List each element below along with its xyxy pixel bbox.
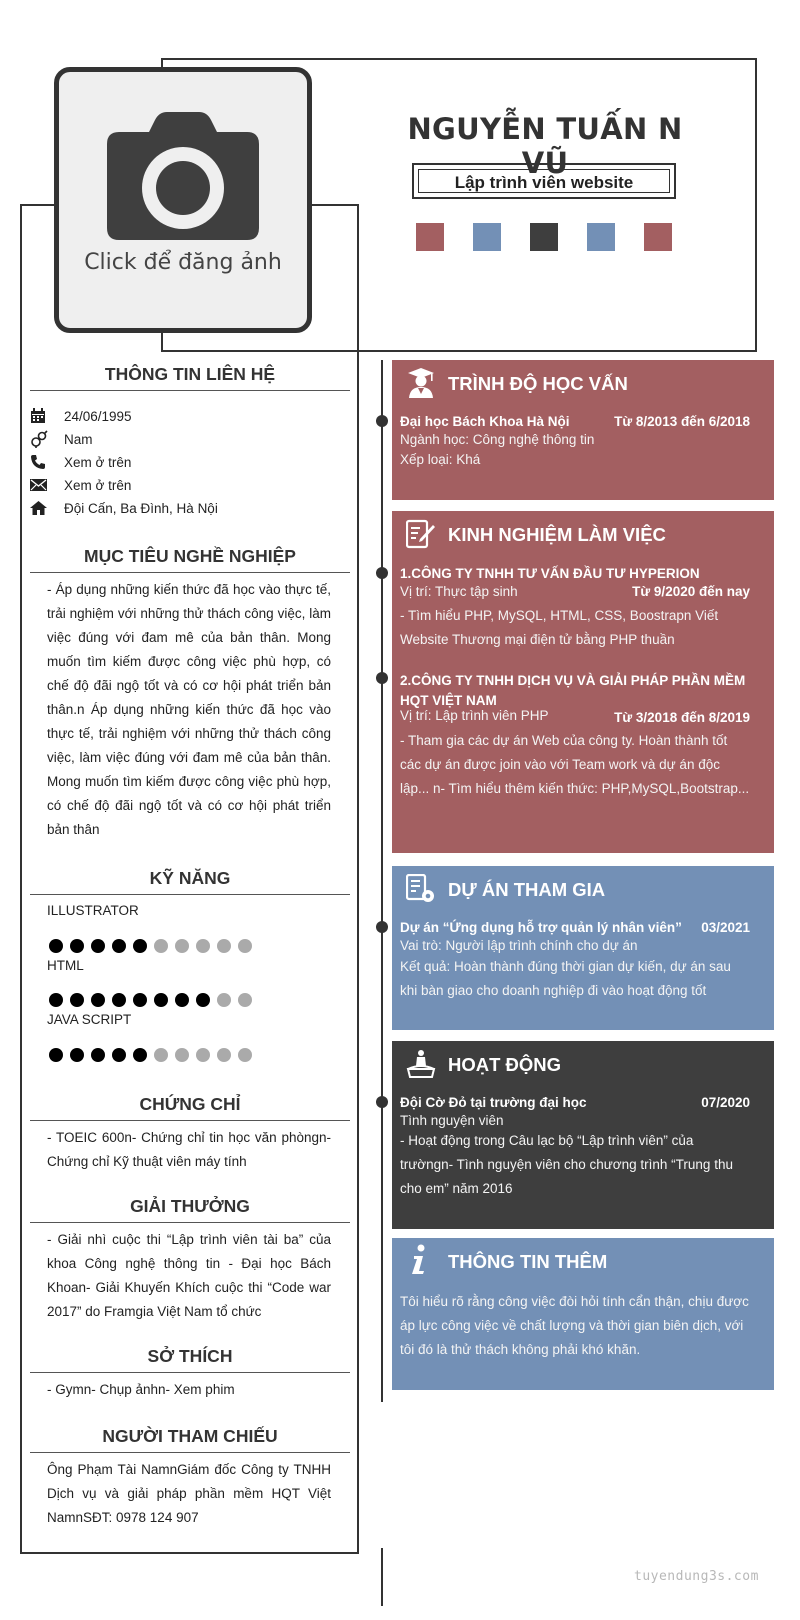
timeline-bullet [376, 1096, 388, 1108]
skill-dot-filled [196, 993, 210, 1007]
volunteer-icon [406, 1049, 436, 1084]
skill-dot-filled [133, 993, 147, 1007]
timeline-line [381, 1548, 383, 1606]
project-date: 03/2021 [701, 920, 750, 935]
school-name: Đại học Bách Khoa Hà Nội [400, 414, 570, 429]
project-settings-icon [406, 874, 436, 909]
activity-org: Đội Cờ Đỏ tại trường đại học [400, 1095, 587, 1110]
watermark: tuyendung3s.com [634, 1569, 759, 1584]
skill-dot-filled [91, 1048, 105, 1062]
certificates-title: CHỨNG CHỈ [30, 1094, 350, 1121]
hobbies-title: SỞ THÍCH [30, 1346, 350, 1373]
skill-dot-empty [175, 939, 189, 953]
references-text: Ông Phạm Tài NamnGiám đốc Công ty TNHH Dịch vụ và giải pháp phần mềm HQT Việt NamnSĐT: 0978 124 907 [47, 1462, 331, 1525]
skill-dot-filled [49, 1048, 63, 1062]
experience-block [392, 511, 774, 853]
objective-text: - Áp dụng những kiến thức đã học vào thực tế, trải nghiệm với những thử thách công việc, làm việc đúng với đam mê của bản thân. Mong muốn tìm kiếm được công việc phù hợp, có chế độ đãi ngộ tốt và có cơ hội phát triển bản thân.n Áp dụng những kiến thức đã học vào thực tế, trải nghiệm với những thử thách công việc, làm việc đúng với đam mê của bản thân. Mong muốn tìm kiếm được công việc phù hợp, có chế độ đãi ngộ tốt và có cơ hội phát triển bản thân [47, 582, 331, 837]
skill-dot-empty [217, 993, 231, 1007]
skill-dot-filled [70, 1048, 84, 1062]
skill-dot-empty [238, 939, 252, 953]
phone-icon [30, 454, 64, 470]
skill-dot-filled [49, 993, 63, 1007]
skill-dot-filled [175, 993, 189, 1007]
color-swatch[interactable] [644, 223, 672, 251]
education-title: TRÌNH ĐỘ HỌC VẤN [448, 373, 628, 394]
skill-dot-filled [133, 1048, 147, 1062]
skill-dot-empty [196, 939, 210, 953]
skill-dot-empty [175, 1048, 189, 1062]
skill-dot-filled [70, 993, 84, 1007]
awards-text: - Giải nhì cuộc thi “Lập trình viên tài ba” của khoa Công nghệ thông tin - Đại học Bách Khoan- Giải Khuyến Khích cuộc thi “Code war 2017” do Framgia Việt Nam tổ chức [47, 1232, 331, 1319]
edit-document-icon [406, 519, 436, 554]
project-role: Vai trò: Người lập trình chính cho dự án [400, 938, 638, 953]
skills-title: KỸ NĂNG [30, 868, 350, 895]
projects-block [392, 866, 774, 1030]
skill-dot-filled [49, 939, 63, 953]
contact-item [30, 497, 218, 519]
skill-dot-filled [112, 1048, 126, 1062]
job-title-box [412, 163, 676, 199]
camera-icon [107, 112, 259, 240]
timeline-bullet [376, 567, 388, 579]
activities-title: HOẠT ĐỘNG [448, 1054, 562, 1075]
contact-title: THÔNG TIN LIÊN HỆ [30, 364, 350, 391]
skill-dot-filled [112, 939, 126, 953]
contact-item [30, 405, 132, 427]
company-name: 1.CÔNG TY TNHH TƯ VẤN ĐẦU TƯ HYPERION [400, 566, 700, 581]
education-major: Ngành học: Công nghệ thông tin [400, 432, 595, 447]
skill-dot-empty [238, 993, 252, 1007]
activity-role: Tình nguyện viên [400, 1113, 504, 1128]
project-name: Dự án “Ứng dụng hỗ trợ quản lý nhân viên” [400, 920, 682, 935]
skill-dot-empty [217, 1048, 231, 1062]
email-text: Xem ở trên [64, 477, 132, 493]
skill-name: ILLUSTRATOR [47, 903, 139, 918]
skill-name: HTML [47, 958, 84, 973]
contact-item [30, 474, 131, 496]
experience-title: KINH NGHIỆM LÀM VIỆC [448, 524, 666, 545]
additional-info-title: THÔNG TIN THÊM [448, 1251, 608, 1272]
skill-rating [49, 939, 252, 953]
references-title: NGƯỜI THAM CHIẾU [30, 1426, 350, 1453]
skill-dot-empty [196, 1048, 210, 1062]
gender-icon [30, 430, 64, 448]
timeline-bullet [376, 415, 388, 427]
objective-title: MỤC TIÊU NGHỀ NGHIỆP [30, 546, 350, 573]
candidate-name: NGUYỄN TUẤN N VŨ [407, 112, 683, 180]
activity-date: 07/2020 [701, 1095, 750, 1110]
skill-dot-empty [154, 939, 168, 953]
education-period: Từ 8/2013 đến 6/2018 [614, 414, 750, 429]
color-swatch[interactable] [587, 223, 615, 251]
timeline-line [381, 360, 383, 1402]
skill-dot-empty [217, 939, 231, 953]
skill-rating [49, 993, 252, 1007]
certificates-text: - TOEIC 600n- Chứng chỉ tin học văn phòngn- Chứng chỉ Kỹ thuật viên máy tính [47, 1130, 331, 1169]
graduate-icon [406, 368, 436, 403]
skill-dot-empty [238, 1048, 252, 1062]
photo-upload[interactable] [54, 67, 312, 333]
home-icon [30, 500, 64, 516]
additional-info-block [392, 1238, 774, 1390]
color-swatch[interactable] [530, 223, 558, 251]
color-swatch[interactable] [473, 223, 501, 251]
company-name: 2.CÔNG TY TNHH DỊCH VỤ VÀ GIẢI PHÁP PHẦN MỀM HQT VIỆT NAM [400, 673, 746, 708]
color-swatches [416, 223, 672, 251]
job-position: Vị trí: Lập trình viên PHP [400, 708, 549, 723]
photo-upload-label: Click để đăng ảnh [84, 250, 282, 275]
contact-item [30, 428, 93, 450]
additional-info-text: Tôi hiểu rõ rằng công việc đòi hỏi tính cẩn thận, chịu được áp lực công việc về chất lượng và thời gian biên dịch, với tôi đó là thử thách không phải khó khăn. [400, 1294, 749, 1357]
education-block [392, 360, 774, 500]
color-swatch[interactable] [416, 223, 444, 251]
job-description: - Tìm hiểu PHP, MySQL, HTML, CSS, Boostrapn Viết Website Thương mại điện tử bằng PHP thuần [400, 608, 719, 647]
timeline-bullet [376, 921, 388, 933]
address-text: Đội Cấn, Ba Đình, Hà Nội [64, 500, 218, 516]
skill-dot-filled [91, 993, 105, 1007]
skill-name: JAVA SCRIPT [47, 1012, 132, 1027]
job-description: - Tham gia các dự án Web của công ty. Hoàn thành tốt các dự án được join vào với Team work và dự án độc lập... n- Tìm hiểu thêm kiến thức: PHP,MySQL,Bootstrap... [400, 733, 750, 796]
phone-text: Xem ở trên [64, 454, 132, 470]
job-position: Vị trí: Thực tập sinh [400, 584, 518, 599]
activity-desc: - Hoạt động trong Câu lạc bộ “Lập trình viên” của trườngn- Tình nguyện viên cho chương trình “Trung thu cho em” năm 2016 [400, 1133, 733, 1196]
project-result: Kết quả: Hoàn thành đúng thời gian dự kiến, dự án sau khi bàn giao cho doanh nghiệp đi vào hoạt động tốt [400, 959, 731, 998]
awards-title: GIẢI THƯỞNG [30, 1196, 350, 1223]
gender-text: Nam [64, 431, 93, 447]
job-title: Lập trình viên website [454, 173, 634, 192]
timeline-bullet [376, 672, 388, 684]
birthdate-text: 24/06/1995 [64, 408, 132, 424]
calendar-icon [30, 408, 64, 424]
education-grade: Xếp loại: Khá [400, 452, 481, 467]
projects-title: DỰ ÁN THAM GIA [448, 879, 606, 900]
skill-dot-filled [133, 939, 147, 953]
info-icon [408, 1244, 432, 1281]
skill-dot-empty [154, 1048, 168, 1062]
email-icon [30, 478, 64, 492]
skill-dot-filled [91, 939, 105, 953]
job-period: Từ 9/2020 đến nay [632, 584, 750, 599]
activities-block [392, 1041, 774, 1229]
skill-rating [49, 1048, 252, 1062]
job-period: Từ 3/2018 đến 8/2019 [614, 710, 750, 725]
skill-dot-filled [112, 993, 126, 1007]
skill-dot-filled [154, 993, 168, 1007]
hobbies-text: - Gymn- Chụp ảnhn- Xem phim [47, 1382, 235, 1397]
skill-dot-filled [70, 939, 84, 953]
contact-item [30, 451, 131, 473]
